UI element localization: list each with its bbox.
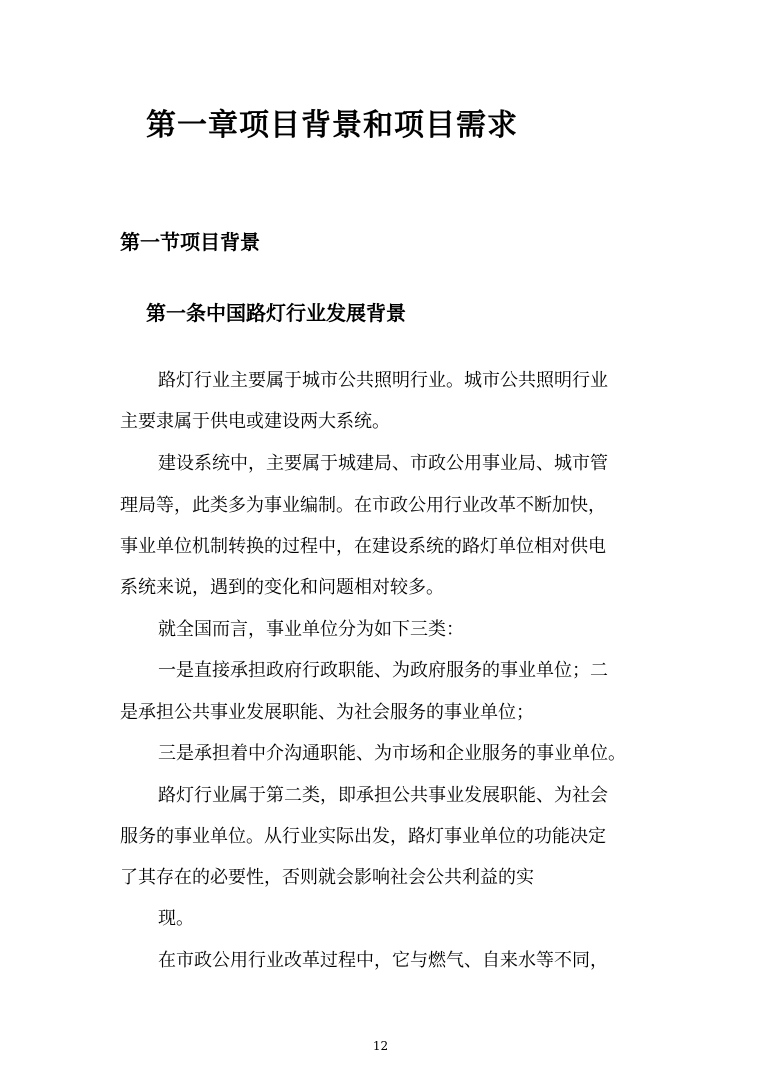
body-line: 建设系统中，主要属于城建局、市政公用事业局、城市管	[158, 453, 608, 474]
body-line: 在市政公用行业改革过程中，它与燃气、自来水等不同，	[158, 950, 608, 971]
body-line: 路灯行业属于第二类，即承担公共事业发展职能、为社会	[158, 785, 608, 806]
body-line: 是承担公共事业发展职能、为社会服务的事业单位；	[120, 702, 534, 723]
body-line: 理局等，此类多为事业编制。在市政公用行业改革不断加快，	[120, 495, 606, 516]
body-line: 服务的事业单位。从行业实际出发，路灯事业单位的功能决定	[120, 826, 606, 847]
body-line: 主要隶属于供电或建设两大系统。	[120, 411, 390, 432]
section-title: 第一节项目背景	[120, 230, 260, 254]
body-line: 三是承担着中介沟通职能、为市场和企业服务的事业单位。	[158, 743, 626, 764]
body-line: 一是直接承担政府行政职能、为政府服务的事业单位；二	[158, 660, 608, 681]
body-line: 系统来说，遇到的变化和问题相对较多。	[120, 577, 444, 598]
body-line: 事业单位机制转换的过程中，在建设系统的路灯单位相对供电	[120, 536, 606, 557]
body-line: 就全国而言，事业单位分为如下三类：	[158, 619, 464, 640]
body-line: 现。	[158, 908, 194, 929]
page-number: 12	[372, 1039, 389, 1053]
chapter-title: 第一章项目背景和项目需求	[146, 108, 518, 143]
body-line: 了其存在的必要性，否则就会影响社会公共利益的实	[120, 867, 534, 888]
article-title: 第一条中国路灯行业发展背景	[146, 301, 406, 325]
body-line: 路灯行业主要属于城市公共照明行业。城市公共照明行业	[158, 370, 608, 391]
